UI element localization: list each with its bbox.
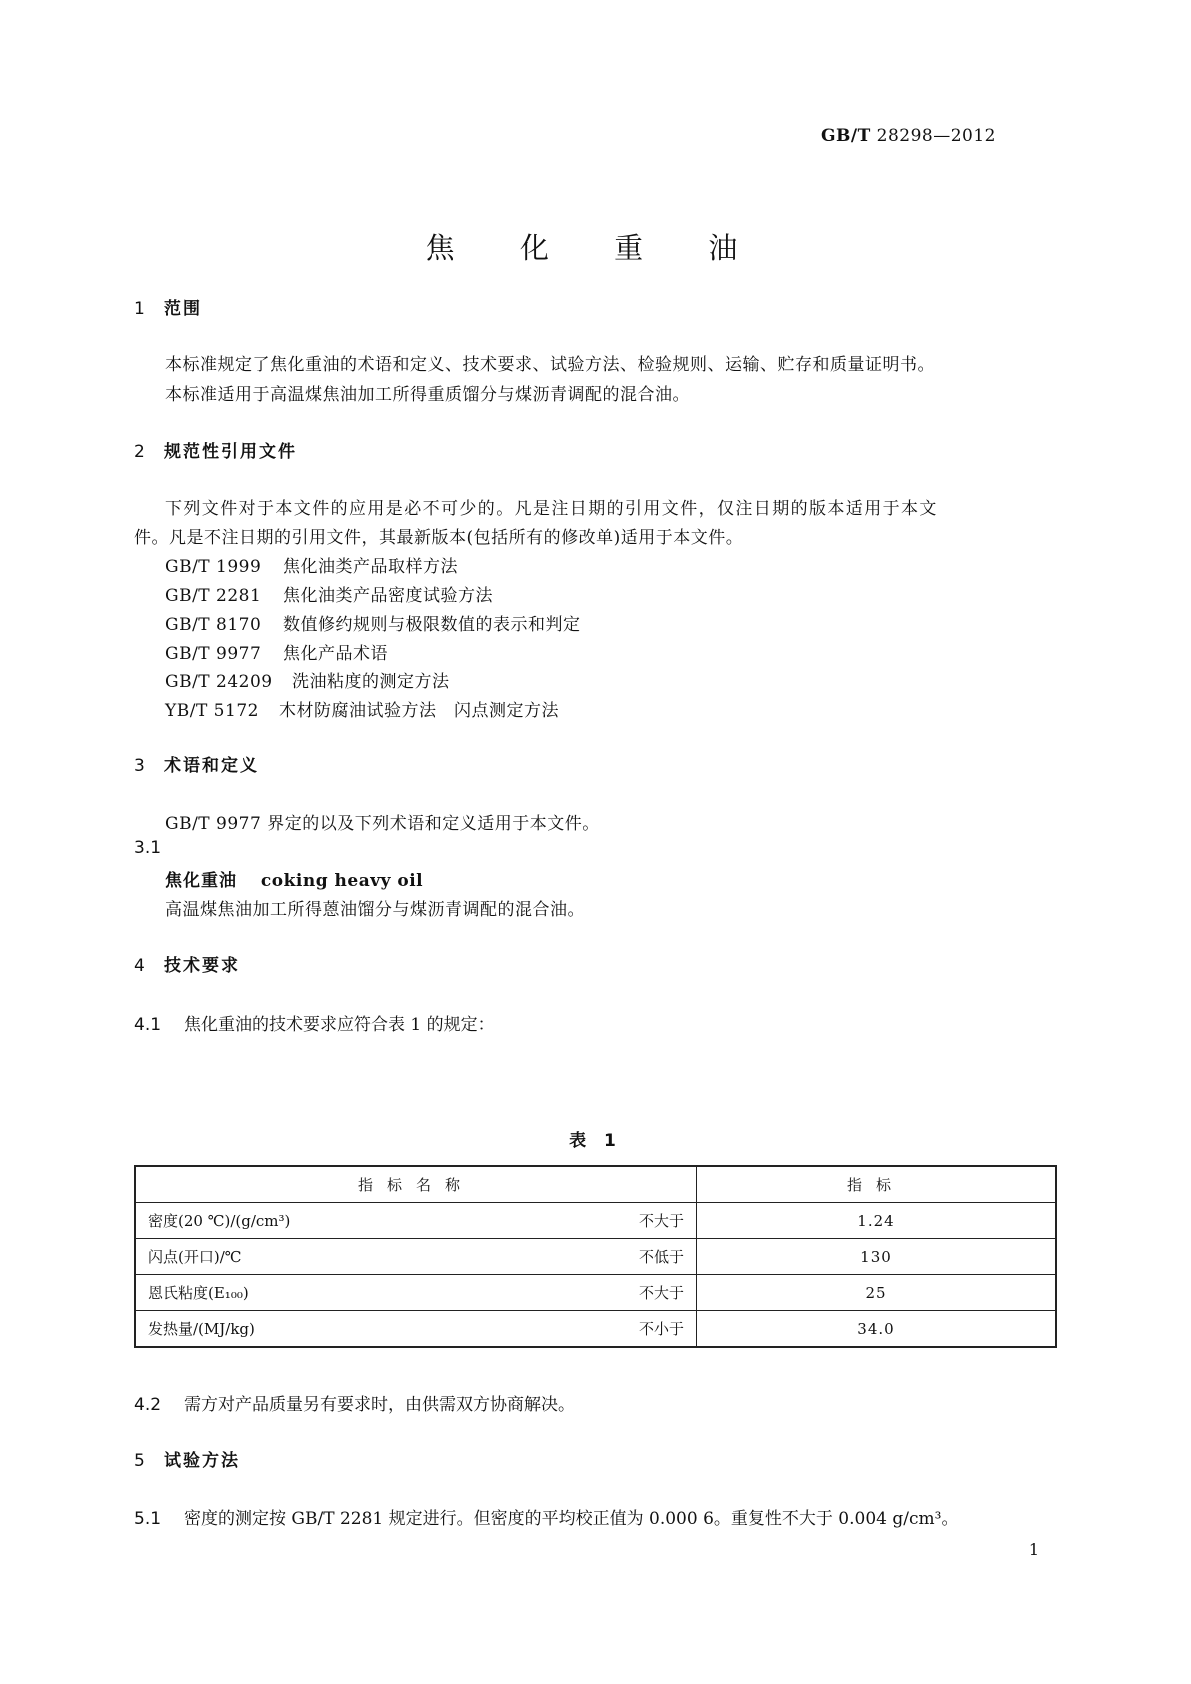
section-title: 试验方法 [164, 1451, 240, 1471]
section-title: 术语和定义 [164, 756, 259, 776]
row-limit: 不大于 [638, 1284, 684, 1302]
section-num: 4 [134, 956, 145, 976]
reference-title: 数值修约规则与极限数值的表示和判定 [283, 615, 581, 635]
section-title: 技术要求 [164, 956, 240, 976]
reference-code: GB/T 8170 [165, 615, 262, 635]
row-name: 闪点(开口)/℃ [148, 1248, 242, 1266]
term-english: coking heavy oil [260, 871, 424, 891]
reference-item [165, 552, 458, 577]
reference-title: 焦化产品术语 [283, 644, 388, 664]
term-entry [165, 866, 423, 891]
header-name: 指标名称 [135, 1166, 697, 1203]
term-definition: 高温煤焦油加工所得蒽油馏分与煤沥青调配的混合油。 [165, 900, 585, 920]
clause-text: 需方对产品质量另有要求时，由供需双方协商解决。 [184, 1395, 575, 1415]
reference-code: GB/T 1999 [165, 557, 262, 577]
standard-prefix: GB/T [821, 126, 871, 146]
reference-item [165, 696, 559, 721]
clause-num: 5.1 [134, 1509, 162, 1529]
section-num: 1 [134, 299, 145, 319]
clause-4-2 [134, 1390, 575, 1415]
reference-title: 木材防腐油试验方法 闪点测定方法 [279, 701, 559, 721]
section-num: 5 [134, 1451, 145, 1471]
spec-table [134, 1165, 1057, 1348]
section-3-heading [134, 751, 259, 776]
row-value: 130 [697, 1239, 1057, 1275]
reference-title: 洗油粘度的测定方法 [292, 672, 450, 692]
section-title: 范围 [164, 299, 202, 319]
section-1-heading [134, 294, 202, 319]
clause-4-1 [134, 1010, 495, 1035]
paragraph: 下列文件对于本文件的应用是必不可少的。凡是注日期的引用文件，仅注日期的版本适用于本文 [165, 499, 938, 519]
table-caption: 表 1 [569, 1131, 622, 1151]
clause-num: 4.1 [134, 1015, 162, 1035]
row-name-cell [135, 1203, 697, 1239]
row-value: 25 [697, 1275, 1057, 1311]
reference-item [165, 667, 450, 692]
row-name-cell [135, 1239, 697, 1275]
row-limit: 不大于 [638, 1212, 684, 1230]
clause-num: 4.2 [134, 1395, 162, 1415]
reference-code: GB/T 2281 [165, 586, 262, 606]
row-name: 发热量/(MJ/kg) [148, 1320, 255, 1338]
paragraph: 本标准规定了焦化重油的术语和定义、技术要求、试验方法、检验规则、运输、贮存和质量证明书。 [165, 355, 935, 375]
term-chinese: 焦化重油 [165, 871, 237, 891]
section-4-heading [134, 951, 240, 976]
clause-text: 焦化重油的技术要求应符合表 1 的规定： [184, 1015, 495, 1035]
table-row [135, 1275, 1056, 1311]
reference-title: 焦化油类产品取样方法 [283, 557, 458, 577]
section-num: 2 [134, 442, 145, 462]
paragraph: 件。凡是不注日期的引用文件，其最新版本(包括所有的修改单)适用于本文件。 [134, 528, 744, 548]
standard-number [821, 126, 996, 146]
reference-item [165, 581, 493, 606]
reference-code: GB/T 24209 [165, 672, 273, 692]
paragraph: 本标准适用于高温煤焦油加工所得重质馏分与煤沥青调配的混合油。 [165, 385, 690, 405]
section-title: 规范性引用文件 [164, 442, 297, 462]
row-name-cell [135, 1311, 697, 1348]
row-name-cell [135, 1275, 697, 1311]
document-title: 焦 化 重 油 [425, 231, 766, 265]
reference-title: 焦化油类产品密度试验方法 [283, 586, 493, 606]
section-5-heading [134, 1446, 240, 1471]
table-row [135, 1239, 1056, 1275]
row-value: 1.24 [697, 1203, 1057, 1239]
page-number: 1 [1028, 1540, 1039, 1559]
section-2-heading [134, 437, 297, 462]
header-value: 指标 [697, 1166, 1057, 1203]
table-row [135, 1311, 1056, 1348]
reference-code: GB/T 9977 [165, 644, 262, 664]
row-value: 34.0 [697, 1311, 1057, 1348]
term-number: 3.1 [134, 838, 162, 858]
reference-item [165, 610, 581, 635]
reference-code: YB/T 5172 [165, 701, 259, 721]
row-name: 恩氏粘度(E₁₀₀) [148, 1284, 249, 1302]
row-limit: 不低于 [638, 1248, 684, 1266]
row-limit: 不小于 [638, 1320, 684, 1338]
table-header-row [135, 1166, 1056, 1203]
paragraph: GB/T 9977 界定的以及下列术语和定义适用于本文件。 [165, 814, 600, 834]
table-row [135, 1203, 1056, 1239]
clause-5-1 [134, 1504, 958, 1529]
section-num: 3 [134, 756, 145, 776]
standard-code: 28298—2012 [876, 126, 996, 146]
reference-item [165, 639, 388, 664]
clause-text: 密度的测定按 GB/T 2281 规定进行。但密度的平均校正值为 0.000 6。重复性不大于 0.004 g/cm³。 [184, 1509, 959, 1529]
row-name: 密度(20 ℃)/(g/cm³) [148, 1212, 291, 1230]
